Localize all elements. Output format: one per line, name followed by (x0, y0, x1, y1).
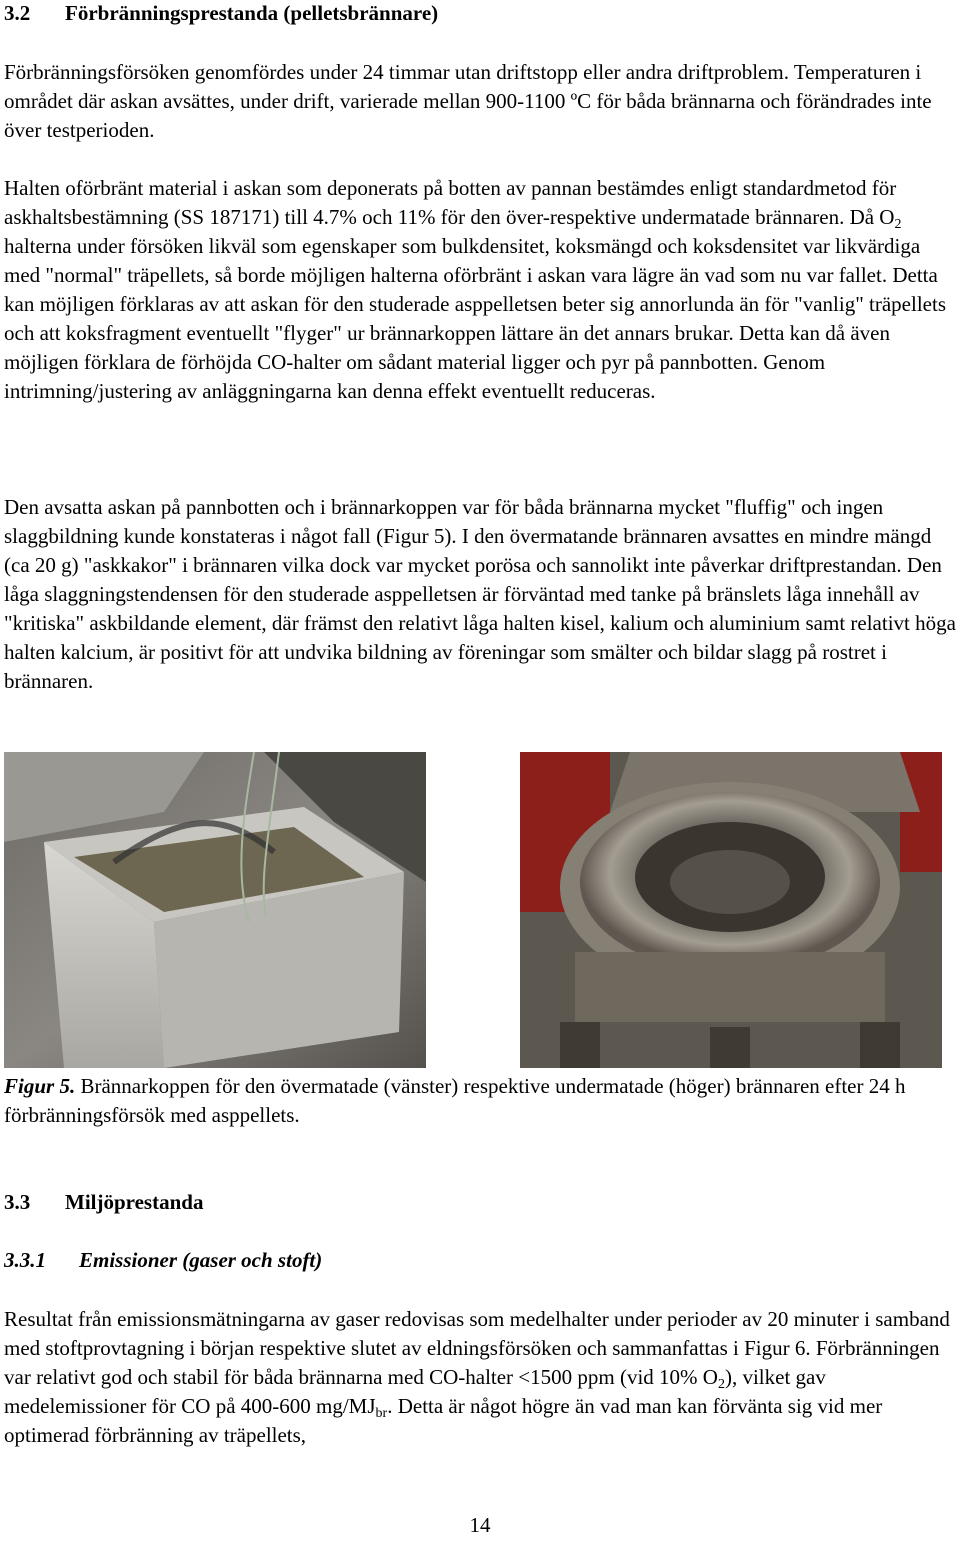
paragraph-4 (4, 1305, 956, 1450)
subscript: 2 (894, 217, 902, 232)
section-heading (4, 0, 438, 26)
section-number-2: 3.3 (4, 1190, 31, 1214)
paragraph-3: Den avsatta askan på pannbotten och i brännarkoppen var för båda brännarna mycket "fluffig" och ingen slaggbildning kunde konstateras i något fall (Figur 5). I den övermatande brännaren avsattes en mindre mängd (ca 20 g) "askkakor" i brännaren vilka dock var mycket porösa och sannolikt inte påverkar driftprestandan. Den låga slaggningstendensen för den studerade asppelletsen är förväntad med tanke på bränslets låga innehåll av "kritiska" askbildande element, där främst den relativt låga halten kisel, kalium och aluminium samt relativt höga halten kalcium, är positivt för att undvika bildning av föreningar som smälter och bildar slagg på rostret i brännaren. (4, 495, 956, 693)
paragraph-2-part-b: halterna under försöken likväl som egenskaper som bulkdensitet, koksmängd och koksdensitet var likvärdiga med "normal" träpellets, så borde möjligen halterna oförbränt i askan vara lägre än vad som nu var fallet. Detta kan möjligen förklaras av att askan för den studerade asppelletsen beter sig annorlunda än för "vanlig" träpellets och att koksfragment eventuellt "flyger" ur brännarkoppen lättare än det annars brukar. Detta kan då även möjligen förklara de förhöjda CO-halter om sådant material ligger och pyr på pannbotten. Genom intrimning/justering av anläggningarna kan denna effekt eventuellt reduceras. (4, 234, 946, 403)
figure-label: Figur 5. (4, 1074, 76, 1098)
subsection-number: 3.3.1 (4, 1248, 46, 1272)
paragraph-2-part-a: Halten oförbränt material i askan som deponerats på botten av pannan bestämdes enligt standardmetod för askhaltsbestämning (SS 187171) till 4.7% och 11% för den över-respektive undermatade brännaren. Då O (4, 176, 897, 229)
subsection-title: Emissioner (gaser och stoft) (79, 1248, 323, 1272)
paragraph-4-part-b: ), vilket gav medelemissioner för CO på 400-600 mg/MJ (4, 1365, 826, 1418)
page-number: 14 (469, 1513, 491, 1537)
subscript-br: br (375, 1406, 388, 1421)
paragraph-2 (4, 174, 956, 406)
section-title-2: Miljöprestanda (65, 1190, 204, 1214)
section-number: 3.2 (4, 1, 31, 25)
figure-caption-text: Brännarkoppen för den övermatade (vänster) respektive undermatade (höger) brännaren efter 24 h förbränningsförsök med asppellets. (4, 1074, 906, 1127)
photo-overfed-burner-cup (4, 752, 426, 1068)
section-heading-2 (4, 1188, 203, 1216)
section-title: Förbränningsprestanda (pelletsbrännare) (65, 1, 439, 25)
subsection-heading (4, 1246, 322, 1274)
subscript-o2: 2 (717, 1377, 725, 1392)
paragraph-4-part-a: Resultat från emissionsmätningarna av gaser redovisas som medelhalter under perioder av 20 minuter i samband med stoftprovtagning i början respektive slutet av eldningsförsöken och sammanfattas i Figur 6. Förbränningen var relativt god och stabil för båda brännarna med CO-halter <1500 ppm (vid 10% O (4, 1307, 950, 1389)
photo-underfed-burner-cup (520, 752, 942, 1068)
figure-caption (4, 1072, 956, 1130)
paragraph-1: Förbränningsförsöken genomfördes under 24 timmar utan driftstopp eller andra driftproblem. Temperaturen i området där askan avsättes, under drift, varierade mellan 900-1100 ºC för båda brännarna och förändrades inte över testperioden. (4, 60, 932, 142)
paragraph-4-part-c: . Detta är något högre än vad man kan förvänta sig vid mer optimerad förbränning av träpellets, (4, 1394, 883, 1447)
